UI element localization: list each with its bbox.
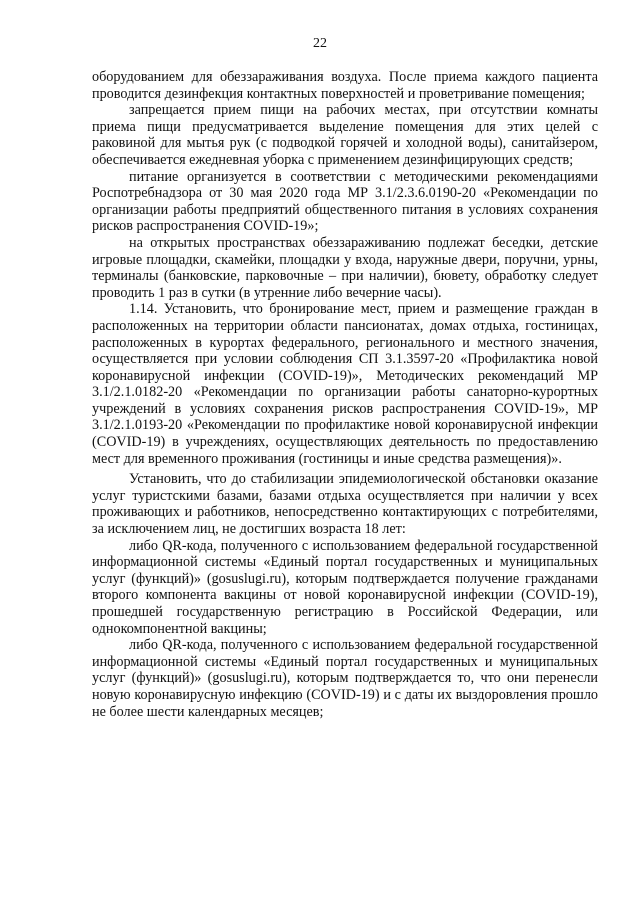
- page-number: 22: [313, 36, 327, 51]
- paragraph-1-14-booking: 1.14. Установить, что бронирование мест, прием и размещение граждан в расположенных на территории области пансионатах, домах отдыха, гостиницах, расположенных в курортах федерального, регионального и местного значения, осуществляется при условии соблюдения СП 3.1.3597-20 «Профилактика новой коронавирусной инфекции (COVID-19)», Методических рекомендаций МР 3.1/2.1.0182-20 «Рекомендации по организации работы санаторно-курортных учреждений в условиях сохранения рисков распространения COVID-19», МР 3.1/2.1.0193-20 «Рекомендации по профилактике новой коронавирусной инфекции (COVID-19) в учреждениях, осуществляющих деятельность по предоставлению мест для временного проживания (гостиницы и иные средства размещения)».: [92, 301, 598, 467]
- paragraph-eating-ban: запрещается прием пищи на рабочих местах, при отсутствии комнаты приема пищи предусматривается выделение помещения для этих целей с раковиной для мытья рук (с подводкой горячей и холодной воды), санитайзером, обеспечивается ежедневная уборка с применением дезинфицирующих средств;: [92, 102, 598, 168]
- paragraph-ventilation: оборудованием для обеззараживания воздуха. После приема каждого пациента проводится дезинфекция контактных поверхностей и проветривание помещения;: [92, 69, 598, 102]
- paragraph-catering: питание организуется в соответствии с методическими рекомендациями Роспотребнадзора от 30 мая 2020 года МР 3.1/2.3.6.0190-20 «Рекомендации по организации работы предприятий общественного питания в условиях сохранения рисков распространения COVID-19»;: [92, 168, 598, 235]
- paragraph-open-spaces: на открытых пространствах обеззараживанию подлежат беседки, детские игровые площадки, скамейки, площадки у входа, наружные двери, поручни, урны, терминалы (банковские, парковочные – при наличии), бювету, обработку следует проводить 1 раз в сутки (в утренние либо вечерние часы).: [92, 234, 598, 301]
- paragraph-qr-vaccination: либо QR-кода, полученного с использованием федеральной государственной информационной системы «Единый портал государственных и муниципальных услуг (функций)» (gosuslugi.ru), которым подтверждается получение гражданами второго компонента вакцины от новой коронавирусной инфекции (COVID-19), прошедшей государственную регистрацию в Российской Федерации, или однокомпонентной вакцины;: [92, 537, 598, 637]
- paragraph-tourist-bases: Установить, что до стабилизации эпидемиологической обстановки оказание услуг туристскими базами, базами отдыха осуществляется при наличии у всех проживающих и работников, непосредственно контактирующих с потребителями, за исключением лиц, не достигших возраста 18 лет:: [92, 471, 598, 538]
- document-body: [92, 69, 598, 720]
- paragraph-qr-recovery: либо QR-кода, полученного с использованием федеральной государственной информационной системы «Единый портал государственных и муниципальных услуг (функций)» (gosuslugi.ru), которым подтверждается то, что они перенесли новую коронавирусную инфекцию (COVID-19) и с даты их выздоровления прошло не более шести календарных месяцев;: [92, 637, 598, 720]
